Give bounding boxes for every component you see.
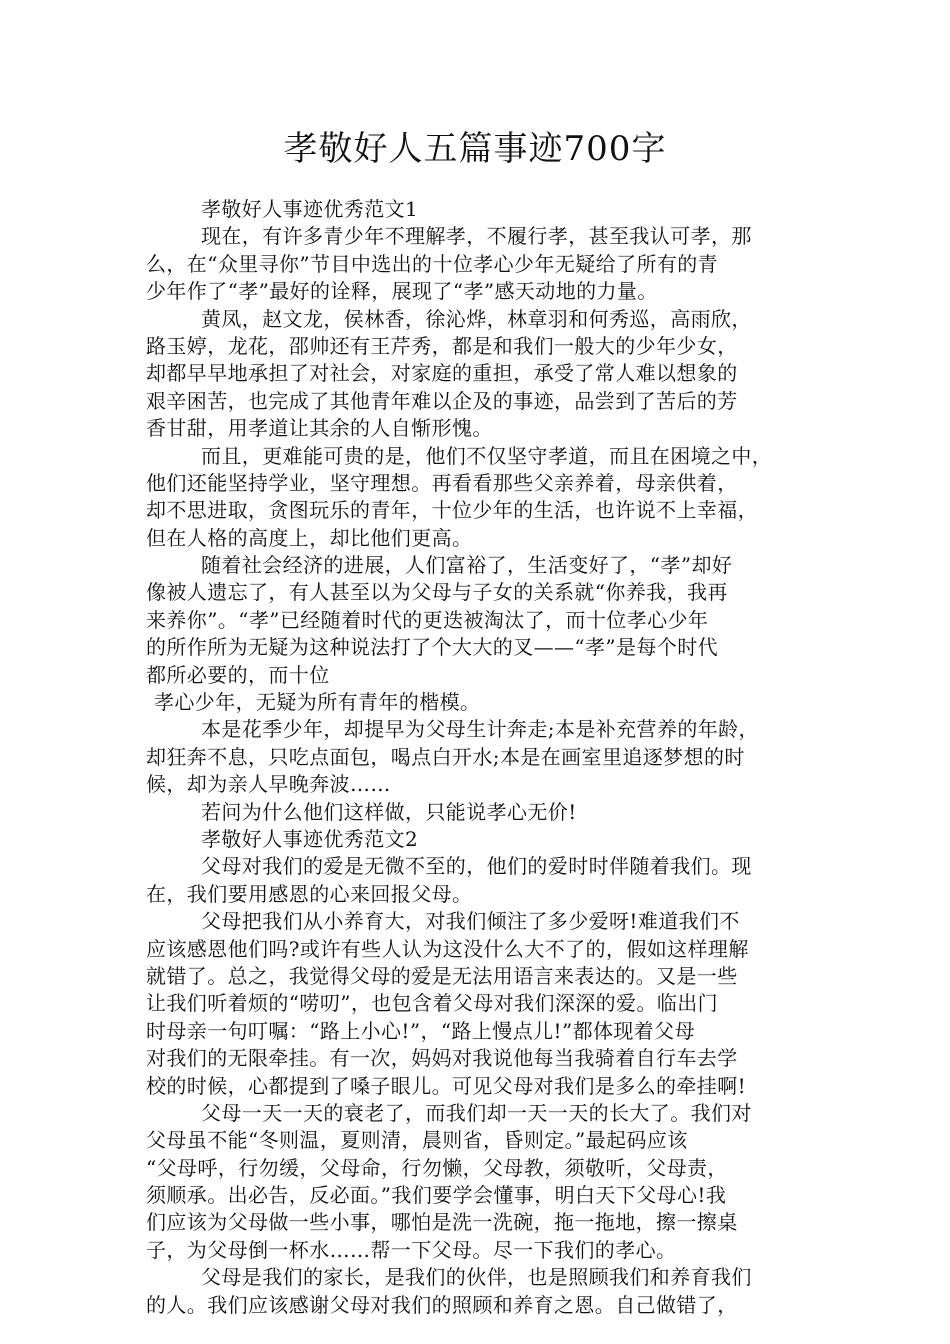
section-heading: 孝敬好人事迹优秀范文1 <box>201 197 419 221</box>
paragraph-line: 艰辛困苦，也完成了其他青年难以企及的事迹，品尝到了苦后的芳 <box>146 388 738 413</box>
paragraph-line: 么，在“众里寻你”节目中选出的十位孝心少年无疑给了所有的青 <box>146 251 719 276</box>
paragraph-line: 少年作了“孝”最好的诠释，展现了“孝”感天动地的力量。 <box>146 279 658 304</box>
paragraph-line: 父母把我们从小养育大，对我们倾注了多少爱呀!难道我们不 <box>201 909 740 934</box>
paragraph-line: 候，却为亲人早晚奔波…… <box>146 772 391 797</box>
paragraph-line: 父母一天一天的衰老了，而我们却一天一天的长大了。我们对 <box>201 1100 752 1125</box>
paragraph-line: 却都早早地承担了对社会，对家庭的重担，承受了常人难以想象的 <box>146 361 738 386</box>
paragraph-line: 现在，有许多青少年不理解孝，不履行孝，甚至我认可孝，那 <box>201 224 752 249</box>
paragraph-line: 但在人格的高度上，却比他们更高。 <box>146 525 473 550</box>
paragraph-line: 像被人遗忘了，有人甚至以为父母与子女的关系就“你养我，我再 <box>146 580 728 605</box>
document-body <box>146 196 826 1319</box>
paragraph-line: 校的时候，心都提到了嗓子眼儿。可见父母对我们是多么的牵挂啊! <box>146 1073 747 1098</box>
paragraph-line: 应该感恩他们吗?或许有些人认为这没什么大不了的，假如这样理解 <box>146 936 749 961</box>
paragraph-line: 来养你”。“孝”已经随着时代的更迭被淘汰了，而十位孝心少年 <box>146 607 709 632</box>
paragraph-line: 孝心少年，无疑为所有青年的楷模。 <box>154 690 481 715</box>
paragraph-line: 的所作所为无疑为这种说法打了个大大的叉——“孝”是每个时代 <box>146 635 719 660</box>
paragraph-line: 香甘甜，用孝道让其余的人自惭形愧。 <box>146 416 493 441</box>
paragraph-line: 却狂奔不息，只吃点面包，喝点白开水;本是在画室里追逐梦想的时 <box>146 744 745 769</box>
paragraph-line: 父母是我们的家长，是我们的伙伴，也是照顾我们和养育我们 <box>201 1265 752 1290</box>
paragraph-line: 时母亲一句叮嘱：“路上小心!”，“路上慢点儿!”都体现着父母 <box>146 1018 695 1043</box>
paragraph-line: 黄凤，赵文龙，侯林香，徐沁烨，林章羽和何秀巡，高雨欣， <box>201 306 752 331</box>
paragraph-line: 对我们的无限牵挂。有一次，妈妈对我说他每当我骑着自行车去学 <box>146 1046 738 1071</box>
paragraph-line: 子，为父母倒一杯水……帮一下父母。尽一下我们的孝心。 <box>146 1237 677 1262</box>
paragraph-line: 路玉婷，龙花，邵帅还有王芹秀，都是和我们一般大的少年少女， <box>146 333 738 358</box>
section-heading: 孝敬好人事迹优秀范文2 <box>201 826 419 851</box>
paragraph-line: 若问为什么他们这样做，只能说孝心无价! <box>201 799 577 824</box>
paragraph-line: 父母虽不能“冬则温，夏则清，晨则省，昏则定。”最起码应该 <box>146 1128 688 1153</box>
document-title: 孝敬好人五篇事迹700字 <box>283 129 667 169</box>
paragraph-line: 他们还能坚持学业，坚守理想。再看看那些父亲养着，母亲供着， <box>146 470 738 495</box>
paragraph-line: 在，我们要用感恩的心来回报父母。 <box>146 881 473 906</box>
paragraph-line: 让我们听着烦的“唠叨”，也包含着父母对我们深深的爱。临出门 <box>146 991 719 1016</box>
paragraph-line: 却不思进取，贪图玩乐的青年，十位少年的生活，也许说不上幸福， <box>146 498 758 523</box>
paragraph-line: 的人。我们应该感谢父母对我们的照顾和养育之恩。自己做错了， <box>146 1292 738 1317</box>
paragraph-line: 们应该为父母做一些小事，哪怕是洗一洗碗，拖一拖地，擦一擦桌 <box>146 1210 738 1235</box>
paragraph-line: 就错了。总之，我觉得父母的爱是无法用语言来表达的。又是一些 <box>146 963 738 988</box>
paragraph-line: 都所必要的，而十位 <box>146 662 330 687</box>
paragraph-line: 随着社会经济的进展，人们富裕了，生活变好了，“孝”却好 <box>201 553 733 578</box>
paragraph-line: “父母呼，行勿缓，父母命，行勿懒，父母教，须敬听，父母责， <box>146 1155 728 1180</box>
paragraph-line: 本是花季少年，却提早为父母生计奔走;本是补充营养的年龄， <box>201 717 759 742</box>
paragraph-line: 须顺承。出必告，反必面。”我们要学会懂事，明白天下父母心!我 <box>146 1183 727 1208</box>
paragraph-line: 而且，更难能可贵的是，他们不仅坚守孝道，而且在困境之中， <box>201 443 773 468</box>
paragraph-line: 父母对我们的爱是无微不至的，他们的爱时时伴随着我们。现 <box>201 854 752 879</box>
